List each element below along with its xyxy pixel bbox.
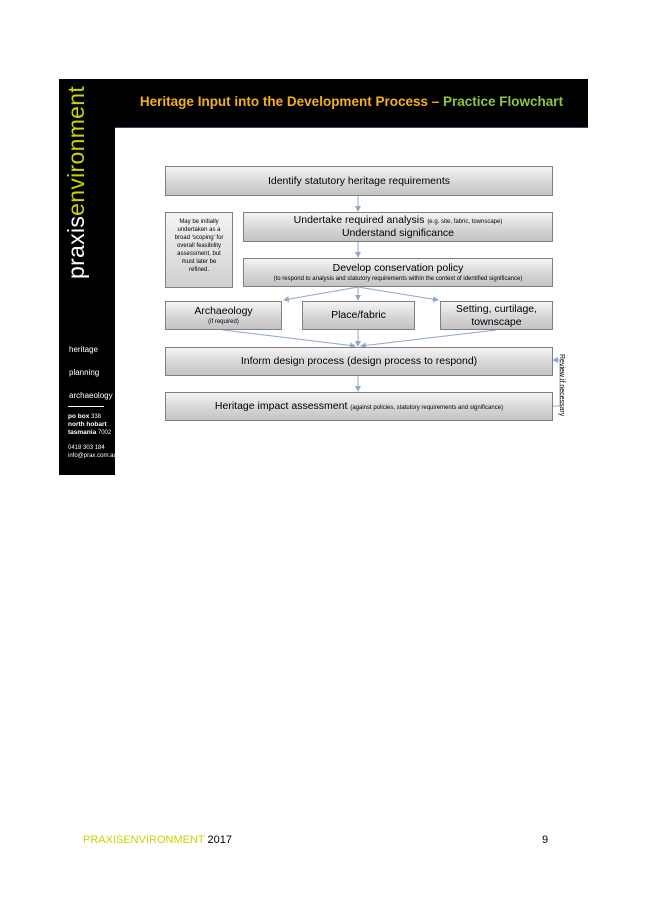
significance-label: Understand significance bbox=[341, 227, 455, 239]
contact-email: info@prax.com.au bbox=[68, 453, 117, 459]
note-line: assessment, but bbox=[177, 251, 221, 257]
contact-phone: 0418 303 184 bbox=[68, 445, 105, 451]
setting-label-line2: townscape bbox=[471, 315, 522, 328]
analysis-note: (e.g. site, fabric, townscape) bbox=[427, 219, 503, 225]
design-label: Inform design process (design process to respond) bbox=[240, 355, 478, 367]
footer-brand-line bbox=[83, 834, 232, 846]
box-archaeology bbox=[165, 301, 282, 330]
address-state: tasmania bbox=[68, 429, 97, 436]
box-identify-requirements bbox=[165, 166, 553, 196]
place-fabric-label: Place/fabric bbox=[331, 309, 386, 321]
arrow-setting-to-design bbox=[361, 330, 496, 346]
archaeology-label: Archaeology bbox=[194, 305, 253, 317]
box-inform-design bbox=[165, 347, 553, 376]
box-analysis bbox=[243, 212, 553, 242]
note-line: broad ‘scoping’ for bbox=[174, 235, 224, 241]
note-line: undertaken as a bbox=[177, 227, 221, 233]
address-postcode: 7002 bbox=[97, 430, 112, 436]
box-conservation-policy bbox=[243, 258, 553, 287]
service-heritage: heritage bbox=[69, 345, 98, 354]
footer-brand: PRAXISENVIRONMENT bbox=[83, 834, 205, 846]
arrow-policy-to-setting bbox=[358, 287, 438, 300]
address-po-box: po box bbox=[68, 413, 90, 420]
policy-label: Develop conservation policy bbox=[332, 262, 464, 274]
policy-note: (to respond to analysis and statutory requirements within the context of identified significance) bbox=[273, 276, 523, 282]
box-setting-curtilage bbox=[440, 301, 553, 330]
identify-label: Identify statutory heritage requirements bbox=[267, 174, 451, 187]
title-part-flowchart: Practice Flowchart bbox=[443, 94, 564, 109]
setting-label-line1: Setting, curtilage, bbox=[455, 302, 538, 315]
box-impact-assessment bbox=[165, 392, 553, 421]
impact-label: Heritage impact assessment bbox=[214, 400, 348, 412]
scoping-note-box bbox=[165, 212, 233, 288]
note-line: refined. bbox=[188, 267, 209, 273]
title-part-main: Heritage Input into the Development Process – bbox=[139, 94, 440, 109]
brand-part-environment: environment bbox=[63, 85, 89, 216]
arrow-archaeology-to-design bbox=[223, 330, 355, 346]
arrow-policy-to-archaeology bbox=[284, 287, 358, 300]
service-archaeology: archaeology bbox=[69, 391, 113, 400]
note-line: overall feasibility bbox=[176, 243, 222, 249]
service-planning: planning bbox=[69, 368, 100, 377]
brand-part-praxis: praxis bbox=[63, 215, 89, 279]
archaeology-note: (if required) bbox=[208, 319, 239, 325]
note-line: May be initially bbox=[179, 219, 219, 225]
review-label: Review if necessary bbox=[558, 354, 565, 417]
impact-note: (against policies, statutory requirements and significance) bbox=[350, 405, 504, 411]
box-place-fabric bbox=[302, 301, 415, 330]
footer-year: 2017 bbox=[207, 834, 232, 846]
note-line: must later be bbox=[181, 259, 217, 265]
address-box-number: 338 bbox=[90, 414, 101, 420]
page-number: 9 bbox=[542, 834, 549, 846]
address-suburb: north hobart bbox=[68, 421, 107, 428]
analysis-label: Undertake required analysis bbox=[293, 214, 425, 226]
